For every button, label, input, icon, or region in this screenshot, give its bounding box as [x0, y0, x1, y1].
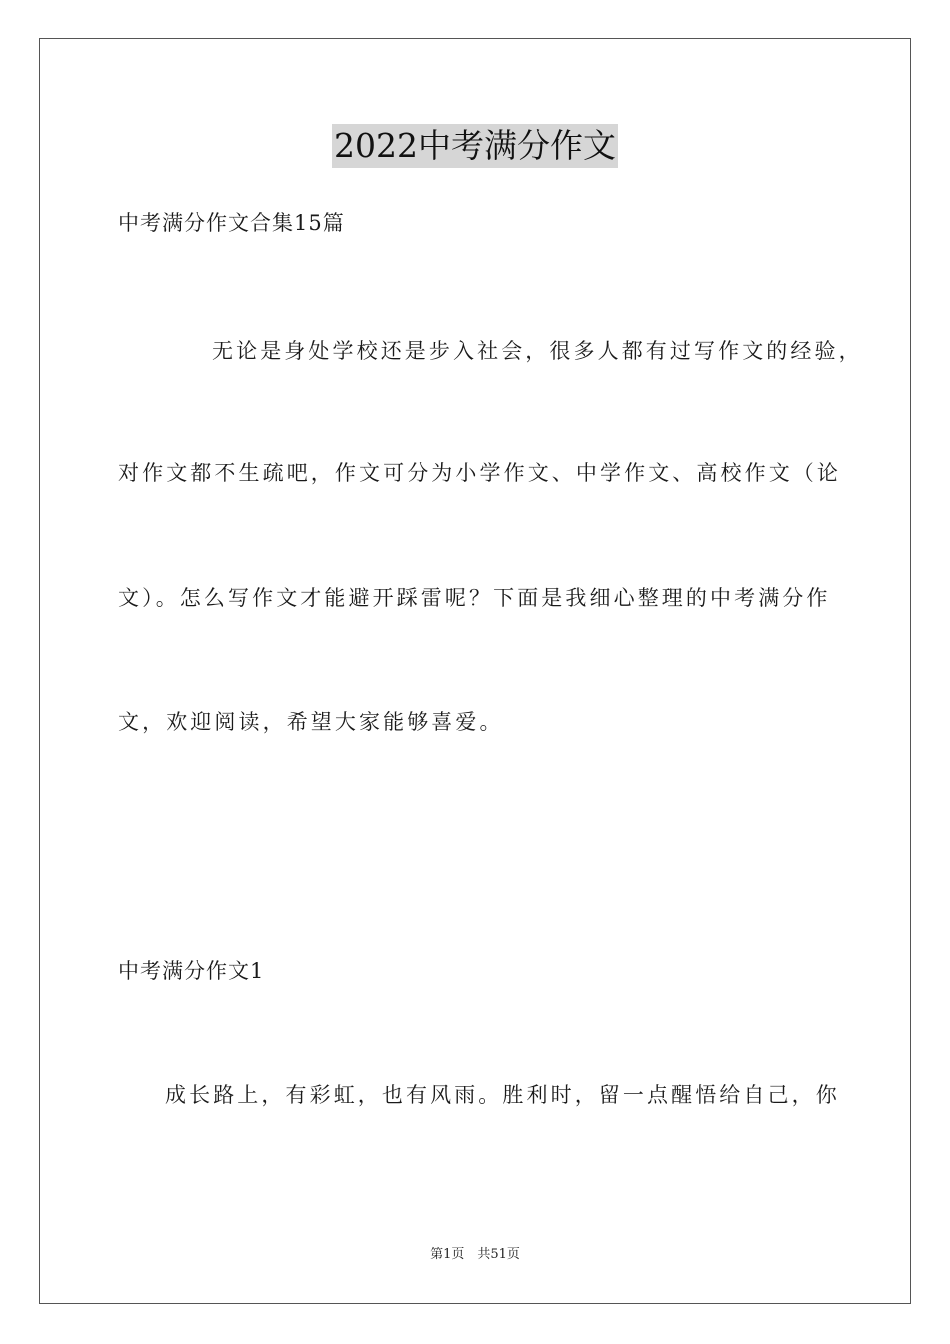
- section-line-1: 成长路上，有彩虹，也有风雨。胜利时，留一点醒悟给自己，你: [165, 1083, 840, 1107]
- intro-line-3: 文）。怎么写作文才能避开踩雷呢？下面是我细心整理的中考满分作: [118, 586, 831, 610]
- title-container: [0, 124, 950, 168]
- page-footer: 第1页 共51页: [430, 1247, 520, 1262]
- intro-line-1: 无论是身处学校还是步入社会，很多人都有过写作文的经验，: [212, 339, 863, 363]
- intro-line-2: 对作文都不生疏吧，作文可分为小学作文、中学作文、高校作文（论: [118, 461, 841, 485]
- document-subtitle: 中考满分作文合集15篇: [118, 211, 345, 235]
- intro-line-4: 文，欢迎阅读，希望大家能够喜爱。: [118, 710, 504, 734]
- document-title: 2022中考满分作文: [332, 124, 618, 168]
- section-heading: 中考满分作文1: [118, 959, 265, 983]
